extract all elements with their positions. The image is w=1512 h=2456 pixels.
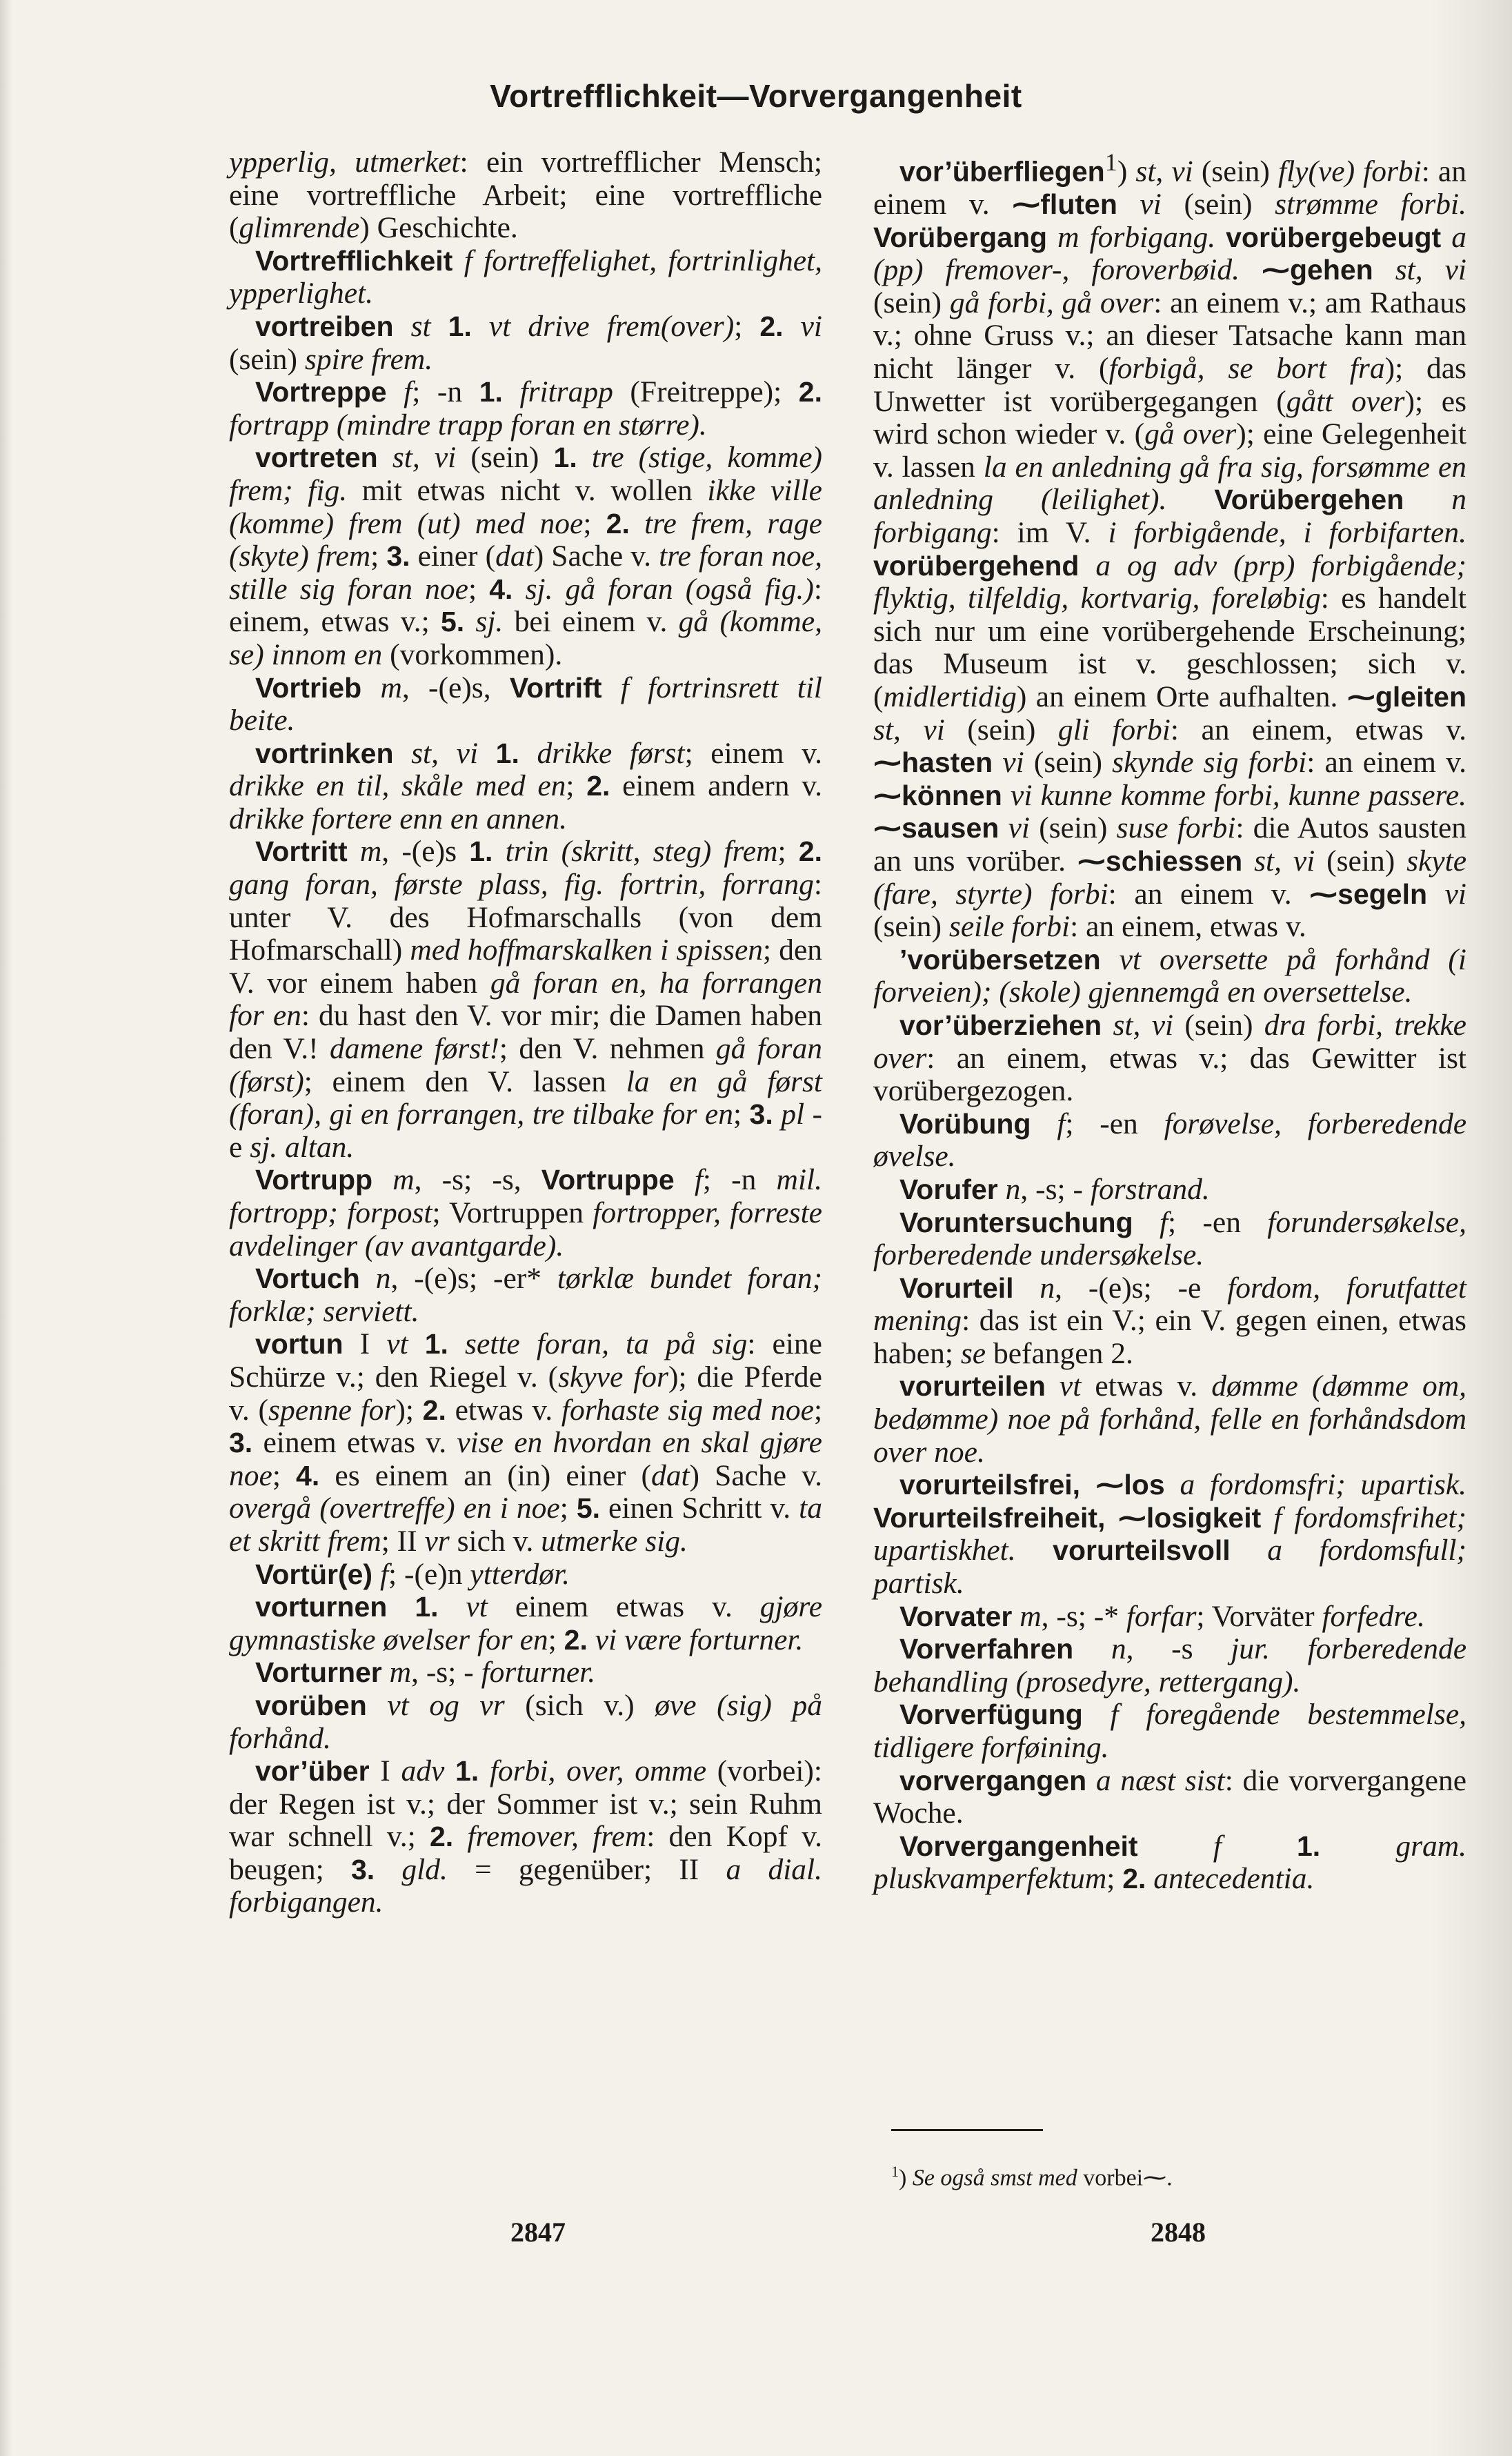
right-column-entries: vor’überfliegen$^1$) st, vi (sein) fly(ve) forbi: an einem v. ⁓fluten vi (sein) strømme forbi. Vorübergang m forbigang. vorübergebeugt a (pp) fremover-, foroverbøid. ⁓gehen st, vi (sein) gå forbi, gå over: an einem v.; am Rathaus v.; ohne Gruss v.; an dieser Tatsache kann man nicht länger v. (forbigå, se bort fra); das Unwetter ist vorübergegangen (gått over); es wird schon wieder v. (gå over); eine Gelegenheit v. lassen la en anledning gå fra sig, forsømme en anledning (leilighet). Vorübergehen n forbigang: im V. i forbigående, i forbifarten. vorübergehend a og adv (prp) forbigående; flyktig, tilfeldig, kortvarig, foreløbig: es handelt sich nur um eine vorübergehende Erscheinung; das Museum ist v. geschlossen; sich v. (midlertidig) an einem Orte aufhalten. ⁓gleiten st, vi (sein) gli forbi: an einem, etwas v. ⁓hasten vi (sein) skynde sig forbi: an einem v. ⁓können vi kunne komme forbi, kunne passere. ⁓sausen vi (sein) suse forbi: die Autos sausten an uns vorüber. ⁓schiessen st, vi (sein) skyte (fare, styrte) forbi: an einem v. ⁓segeln vi (sein) seile forbi: an einem, etwas v. ’vorübersetzen vt oversette på forhånd (i forveien); (skole) gjennemgå en oversettelse. vor’überziehen st, vi (sein) dra forbi, trekke over: an einem, etwas v.; das Gewitter ist vorübergezogen. Vorübung f; -en forøvelse, forberedende øvelse. Vorufer n, -s; - forstrand. Voruntersuchung f; -en forundersøkelse, forberedende undersøkelse. Vorurteil n, -(e)s; -e fordom, forutfattet mening: das ist ein V.; ein V. gegen einen, etwas haben; se befangen 2. vorurteilen vt etwas v. dømme (dømme om, bedømme) noe på forhånd, felle en forhåndsdom over noe. vorurteilsfrei, ⁓los a fordomsfri; upartisk. Vorurteilsfreiheit, ⁓losigkeit f fordomsfrihet; upartiskhet. vorurteilsvoll a fordomsfull; partisk. Vorvater m, -s; -* forfar; Vorväter forfedre. Vorverfahren n, -s jur. forberedende behandling (prosedyre, rettergang). Vorverfügung f foregående bestemmelse, tidligere forføining. vorvergangen a næst sist: die vorvergangene Woche. Vorvergangenheit f 1. gram. pluskvamperfektum; 2. antecedentia. [873, 148, 1467, 1896]
right-column [873, 146, 1466, 1896]
left-column-entries: ypperlig, utmerket: ein vortrefflicher Mensch; eine vortreffliche Arbeit; eine vortreffliche (glimrende) Geschichte. Vortrefflichkeit f fortreffelighet, fortrinlighet, ypperlighet. vortreiben st 1. vt drive frem(over); 2. vi (sein) spire frem. Vortreppe f; -n 1. fritrapp (Freitreppe); 2. fortrapp (mindre trapp foran en større). vortreten st, vi (sein) 1. tre (stige, komme) frem; fig. mit etwas nicht v. wollen ikke ville (komme) frem (ut) med noe; 2. tre frem, rage (skyte) frem; 3. einer (dat) Sache v. tre foran noe, stille sig foran noe; 4. sj. gå foran (også fig.): einem, etwas v.; 5. sj. bei einem v. gå (komme, se) innom en (vorkommen). Vortrieb m, -(e)s, Vortrift f fortrinsrett til beite. vortrinken st, vi 1. drikke først; einem v. drikke en til, skåle med en; 2. einem andern v. drikke fortere enn en annen. Vortritt m, -(e)s 1. trin (skritt, steg) frem; 2. gang foran, første plass, fig. fortrin, forrang: unter V. des Hofmarschalls (von dem Hofmarschall) med hoffmarskalken i spissen; den V. vor einem haben gå foran en, ha forrangen for en: du hast den V. vor mir; die Damen haben den V.! damene først!; den V. nehmen gå foran (først); einem den V. lassen la en gå først (foran), gi en forrangen, tre tilbake for en; 3. pl -e sj. altan. Vortrupp m, -s; -s, Vortruppe f; -n mil. fortropp; forpost; Vortruppen fortropper, forreste avdelinger (av avantgarde). Vortuch n, -(e)s; -er* tørklæ bundet foran; forklæ; serviett. vortun I vt 1. sette foran, ta på sig: eine Schürze v.; den Riegel v. (skyve for); die Pferde v. (spenne for); 2. etwas v. forhaste sig med noe; 3. einem etwas v. vise en hvordan en skal gjøre noe; 4. es einem an (in) einer (dat) Sache v. overgå (overtreffe) en i noe; 5. einen Schritt v. ta et skritt frem; II vr sich v. utmerke sig. Vortür(e) f; -(e)n ytterdør. vorturnen 1. vt einem etwas v. gjøre gymnastiske øvelser for en; 2. vi være forturner. Vorturner m, -s; - forturner. vorüben vt og vr (sich v.) øve (sig) på forhånd. vor’über I adv 1. forbi, over, omme (vorbei): der Regen ist v.; der Sommer ist v.; sein Ruhm war schnell v.; 2. fremover, frem: den Kopf v. beugen; 3. gld. = gegenüber; II a dial. forbigangen. [229, 146, 823, 1919]
footnote: $^1$) Se også smst med vorbei⁓. [891, 2163, 1173, 2191]
left-column [229, 146, 822, 1919]
footnote-rule [891, 2129, 1043, 2131]
scan-edge-left [0, 0, 12, 2456]
page-number-right: 2848 [1151, 2217, 1206, 2248]
running-head: Vortrefflichkeit—Vorvergangenheit [490, 78, 1022, 114]
page-number-left: 2847 [510, 2217, 566, 2248]
